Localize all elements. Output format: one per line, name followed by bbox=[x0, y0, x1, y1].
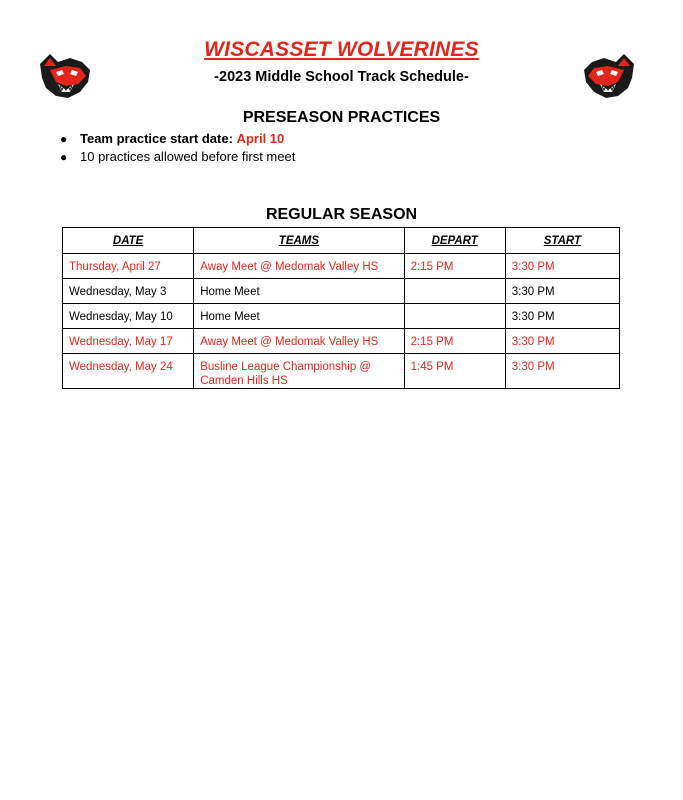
table-header-row bbox=[63, 228, 620, 254]
cell-depart bbox=[404, 279, 505, 304]
cell-date: Wednesday, May 10 bbox=[63, 304, 194, 329]
cell-start: 3:30 PM bbox=[505, 279, 619, 304]
cell-depart: 1:45 PM bbox=[404, 354, 505, 389]
cell-depart: 2:15 PM bbox=[404, 329, 505, 354]
table-row bbox=[63, 279, 620, 304]
cell-start: 3:30 PM bbox=[505, 329, 619, 354]
column-header-depart: DEPART bbox=[404, 228, 505, 254]
list-item-start-date bbox=[60, 130, 295, 148]
start-date-value: April 10 bbox=[236, 131, 285, 146]
list-item-practices-note bbox=[60, 148, 295, 166]
cell-start: 3:30 PM bbox=[505, 254, 619, 279]
bullet-icon: ● bbox=[60, 132, 68, 146]
table-row bbox=[63, 254, 620, 279]
cell-date: Wednesday, May 17 bbox=[63, 329, 194, 354]
start-date-label: Team practice start date: bbox=[80, 131, 233, 146]
column-header-teams: TEAMS bbox=[194, 228, 404, 254]
page-title: WISCASSET WOLVERINES bbox=[204, 38, 479, 61]
column-header-start: START bbox=[505, 228, 619, 254]
cell-date: Wednesday, May 24 bbox=[63, 354, 194, 389]
cell-date: Wednesday, May 3 bbox=[63, 279, 194, 304]
practices-note: 10 practices allowed before first meet bbox=[80, 149, 296, 164]
column-header-date: DATE bbox=[63, 228, 194, 254]
cell-depart bbox=[404, 304, 505, 329]
cell-date: Thursday, April 27 bbox=[63, 254, 194, 279]
preseason-heading: PRESEASON PRACTICES bbox=[242, 109, 441, 126]
table-row bbox=[63, 329, 620, 354]
schedule-table bbox=[62, 227, 620, 389]
cell-teams: Busline League Championship @ Camden Hills HS bbox=[194, 354, 404, 389]
table-row bbox=[63, 354, 620, 389]
cell-start: 3:30 PM bbox=[505, 354, 619, 389]
cell-teams: Home Meet bbox=[194, 304, 404, 329]
preseason-list bbox=[60, 130, 295, 166]
schedule-table-body bbox=[63, 254, 620, 389]
cell-teams: Home Meet bbox=[194, 279, 404, 304]
cell-depart: 2:15 PM bbox=[404, 254, 505, 279]
regular-season-heading: REGULAR SEASON bbox=[265, 206, 418, 223]
cell-teams: Away Meet @ Medomak Valley HS bbox=[194, 254, 404, 279]
table-row bbox=[63, 304, 620, 329]
page-subtitle: -2023 Middle School Track Schedule- bbox=[214, 69, 469, 85]
cell-teams: Away Meet @ Medomak Valley HS bbox=[194, 329, 404, 354]
bullet-icon: ● bbox=[60, 150, 68, 164]
cell-start: 3:30 PM bbox=[505, 304, 619, 329]
